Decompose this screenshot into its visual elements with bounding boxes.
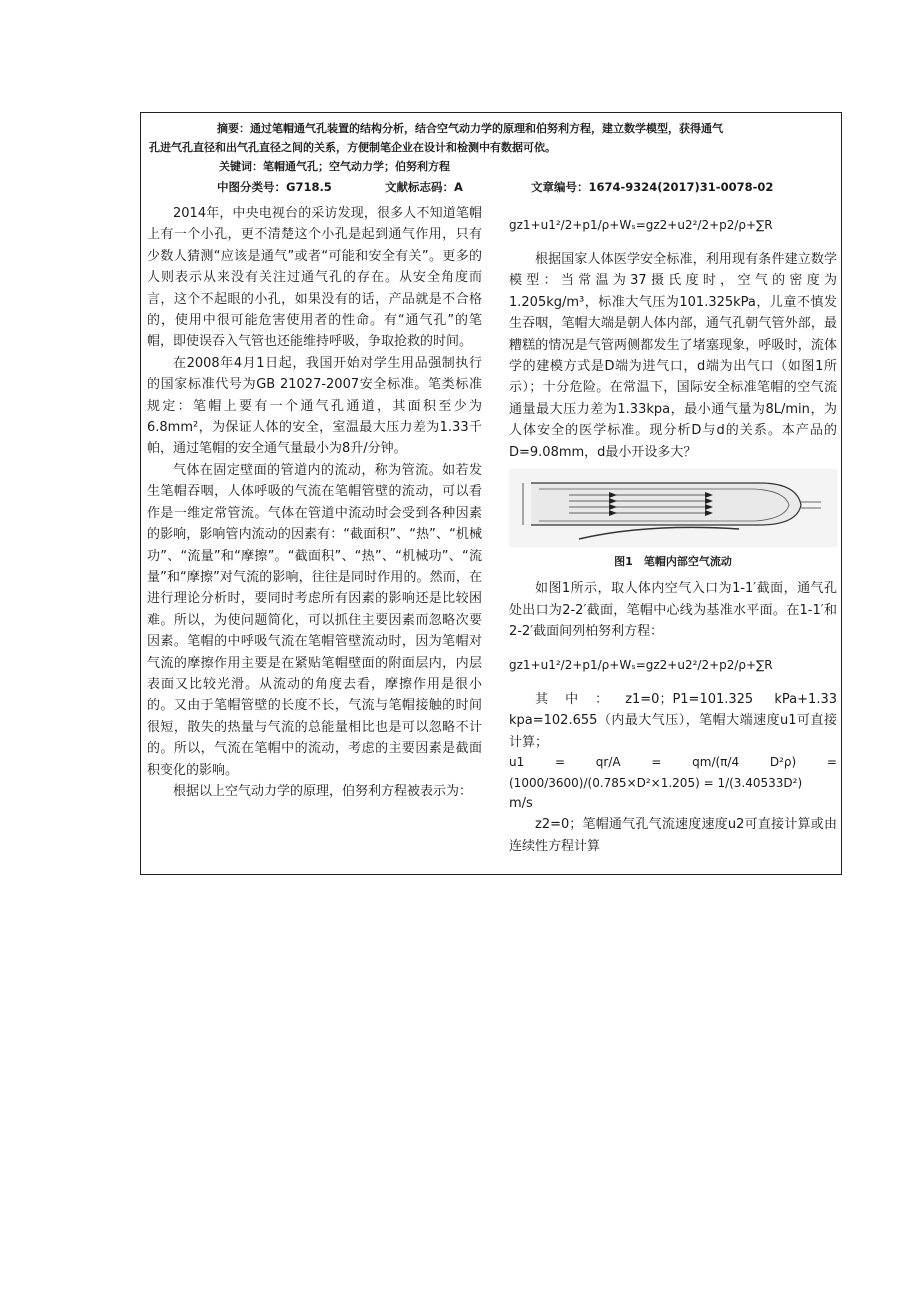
paragraph: 气体在固定壁面的管道内的流动，称为管流。如若发生笔帽吞咽，人体呼吸的气流在笔帽管壁的流动，可以看作是一维定常管流。气体在管道中流动时会受到各种因素的影响，影响管内流动的因素有：“截面积”、“热”、“机械功”、“流量”和“摩擦”。“截面积”、“热”、“机械功”、“流量”和“摩擦”对气流的影响，往往是同时作用的。然而，在进行理论分析时，要同时考虑所有因素的影响还是比较困难。所以，为使问题简化，可以抓住主要因素而忽略次要因素。笔帽的中呼吸气流在笔帽管壁流动时，因为笔帽对气流的摩擦作用主要是在紧贴笔帽壁面的附面层内，内层表面又比较光滑。从流动的角度去看，摩擦作用是很小的。又由于笔帽管壁的长度不长，气流与笔帽接触的时间很短，散失的热量与气流的总能量相比也是可以忽略不计的。所以，气流在笔帽中的流动，考虑的主要因素是截面积变化的影响。 bbox=[147, 462, 482, 778]
bernoulli-equation bbox=[509, 203, 837, 249]
paragraph: z2=0；笔帽通气孔气流速度速度u2可直接计算或由连续性方程计算 bbox=[509, 817, 837, 854]
abstract-line-2: 孔进气孔直径和出气孔直径之间的关系，方便制笔企业在设计和检测中有数据可依。 bbox=[149, 141, 556, 154]
left-column bbox=[147, 203, 482, 802]
paragraph: 其中：z1=0；P1=101.325 kPa+1.33 kpa=102.655（内最大气压），笔帽大端速度u1可直接计算； bbox=[509, 691, 837, 750]
paper-page bbox=[140, 112, 842, 875]
paragraph: 2014年，中央电视台的采访发现，很多人不知道笔帽上有一个小孔，更不清楚这个小孔是起到通气作用，只有少数人猜测“应该是通气”或者“可能和安全有关”。更多的人则表示从来没有关注过通气孔的存在。从安全角度而言，这个不起眼的小孔，如果没有的话，产品就是不合格的，使用中很可能危害使用者的性命。有“通气孔”的笔帽，即使误吞入气管也还能维持呼吸，争取抢救的时间。 bbox=[147, 206, 482, 350]
paragraph: 在2008年4月1日起，我国开始对学生用品强制执行的国家标准代号为GB 21027-2007安全标准。笔类标准规定：笔帽上要有一个通气孔通道，其面积至少为6.8mm²，为保证人体的安全，室温最大压力差为1.33千帕，通过笔帽的安全通气量最小为8升/分钟。 bbox=[147, 355, 482, 457]
equation-text: u1 = qr/A = qm/(π/4 D²ρ) = (1000/3600)/(0.785×D²×1.205) = 1/(3.40533D²) bbox=[509, 754, 837, 790]
doc-code: 文献标志码：A bbox=[385, 180, 463, 194]
keywords: 关键词：笔帽通气孔；空气动力学；伯努利方程 bbox=[219, 160, 450, 173]
clc-number: 中图分类号：G718.5 bbox=[217, 180, 332, 194]
abstract-line-1: 摘要：通过笔帽通气孔装置的结构分析，结合空气动力学的原理和伯努利方程，建立数学模型，获得通气 bbox=[217, 122, 723, 135]
abstract-block bbox=[149, 119, 833, 176]
paragraph: 根据国家人体医学安全标准，利用现有条件建立数学模型：当常温为37摄氏度时，空气的密度为1.205kg/m³，标准大气压为101.325kPa，儿童不慎发生吞咽，笔帽大端是朝人体内部，通气孔朝气管外部，最糟糕的情况是气管两侧都发生了堵塞现象，呼吸时，流体学的建模方式是D端为进气口，d端为出气口（如图1所示）；十分危险。在常温下，国际安全标准笔帽的空气流通量最大压力差为1.33kpa，最小通气量为8L/min，为人体安全的医学标准。现分析D与d的关系。本产品的D=9.08mm，d最小开设多大？ bbox=[509, 252, 837, 460]
unit-label: m/s bbox=[509, 795, 533, 811]
article-meta bbox=[141, 179, 841, 197]
velocity-equation bbox=[509, 753, 837, 793]
paragraph: 如图1所示，取人体内空气入口为1-1′截面，通气孔处出口为2-2′截面，笔帽中心线为基准水平面。在1-1′和2-2′截面间列柏努利方程： bbox=[509, 581, 837, 640]
right-column bbox=[509, 203, 837, 857]
article-number: 文章编号：1674-9324(2017)31-0078-02 bbox=[531, 180, 774, 194]
bernoulli-equation-2 bbox=[509, 643, 837, 689]
paragraph: 根据以上空气动力学的原理，伯努利方程被表示为： bbox=[173, 783, 473, 799]
equation-text: gz1+u1²/2+p1/ρ+Wₛ=gz2+u2²/2+p2/ρ+∑R bbox=[509, 218, 773, 233]
pen-cap-diagram bbox=[509, 469, 837, 547]
figure-pen-cap bbox=[509, 469, 837, 547]
equation-text: gz1+u1²/2+p1/ρ+Wₛ=gz2+u2²/2+p2/ρ+∑R bbox=[509, 657, 773, 672]
figure-caption: 图1 笔帽内部空气流动 bbox=[614, 555, 732, 569]
